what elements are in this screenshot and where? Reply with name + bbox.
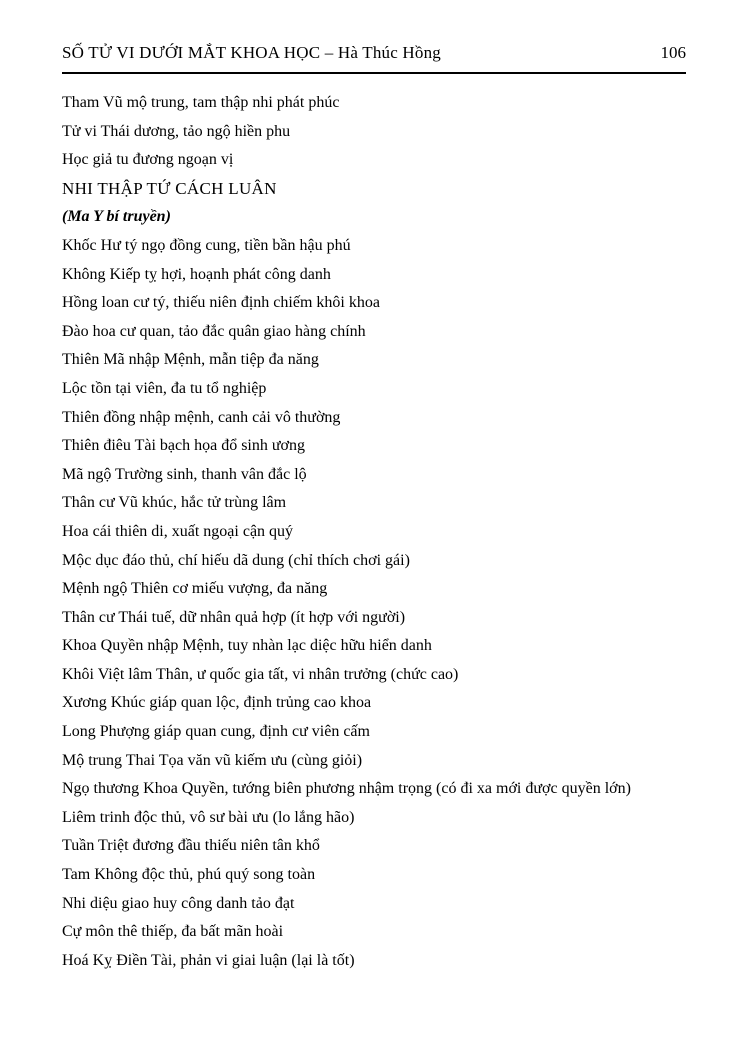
verse-line: Khoa Quyền nhập Mệnh, tuy nhàn lạc diệc hữu hiển danh bbox=[62, 637, 432, 655]
verse-line: Ngọ thương Khoa Quyền, tướng biên phương nhậm trọng (có đi xa mới được quyền lớn) bbox=[62, 780, 631, 798]
verse-line: Thiên Mã nhập Mệnh, mẫn tiệp đa năng bbox=[62, 351, 319, 369]
page-number: 106 bbox=[660, 43, 686, 62]
section-heading: NHI THẬP TỨ CÁCH LUÂN bbox=[62, 178, 277, 198]
verse-line: Hoá Kỵ Điền Tài, phản vi giai luận (lại là tốt) bbox=[62, 951, 355, 969]
verse-line: Tử vi Thái dương, tảo ngộ hiền phu bbox=[62, 122, 291, 140]
verse-line: Hoa cái thiên di, xuất ngoại cận quý bbox=[62, 522, 294, 540]
page-header bbox=[62, 42, 686, 74]
section-source: (Ma Y bí truyền) bbox=[62, 208, 171, 226]
verse-line: Đào hoa cư quan, tảo đắc quân giao hàng chính bbox=[62, 322, 366, 340]
verse-line: Thân cư Thái tuế, dữ nhân quả hợp (ít hợp với người) bbox=[62, 608, 406, 626]
book-title: SỐ TỬ VI DƯỚI MẮT KHOA HỌC – Hà Thúc Hồng bbox=[62, 43, 441, 62]
verse-line: Nhi diệu giao huy công danh tảo đạt bbox=[62, 894, 295, 912]
page-content bbox=[62, 74, 686, 975]
verse-line: Mệnh ngộ Thiên cơ miếu vượng, đa năng bbox=[62, 580, 328, 598]
verse-line: Khốc Hư tý ngọ đồng cung, tiền bần hậu phú bbox=[62, 236, 351, 254]
verse-line: Mộ trung Thai Tọa văn vũ kiếm ưu (cùng giỏi) bbox=[62, 751, 363, 769]
verse-line: Lộc tồn tại viên, đa tu tổ nghiệp bbox=[62, 379, 267, 397]
verse-line: Xương Khúc giáp quan lộc, định trủng cao khoa bbox=[62, 694, 372, 712]
verse-line: Khôi Việt lâm Thân, ư quốc gia tất, vi nhân trưởng (chức cao) bbox=[62, 665, 459, 683]
verse-line: Thiên đồng nhập mệnh, canh cải vô thường bbox=[62, 408, 341, 426]
verse-line: Tam Không độc thủ, phú quý song toàn bbox=[62, 866, 316, 884]
verse-line: Thiên điêu Tài bạch họa đổ sinh ương bbox=[62, 437, 306, 455]
verse-line: Hồng loan cư tý, thiếu niên định chiếm khôi khoa bbox=[62, 294, 380, 312]
verse-line: Cự môn thê thiếp, đa bất mãn hoài bbox=[62, 923, 284, 941]
verse-line: Tham Vũ mộ trung, tam thập nhi phát phúc bbox=[62, 94, 340, 111]
verse-line: Mã ngộ Trường sinh, thanh vân đắc lộ bbox=[62, 465, 307, 483]
verse-line: Tuần Triệt đương đầu thiếu niên tân khổ bbox=[62, 837, 320, 855]
verse-line: Long Phượng giáp quan cung, định cư viên cấm bbox=[62, 723, 370, 741]
verse-line: Mộc dục đáo thủ, chí hiếu dã dung (chỉ thích chơi gái) bbox=[62, 551, 410, 569]
verse-line: Không Kiếp tỵ hợi, hoạnh phát công danh bbox=[62, 265, 331, 283]
verse-line: Liêm trinh độc thủ, vô sư bài ưu (lo lắng hão) bbox=[62, 808, 355, 826]
verse-line: Thân cư Vũ khúc, hắc tử trùng lâm bbox=[62, 494, 287, 512]
verse-line: Học giả tu đương ngoạn vị bbox=[62, 151, 234, 169]
